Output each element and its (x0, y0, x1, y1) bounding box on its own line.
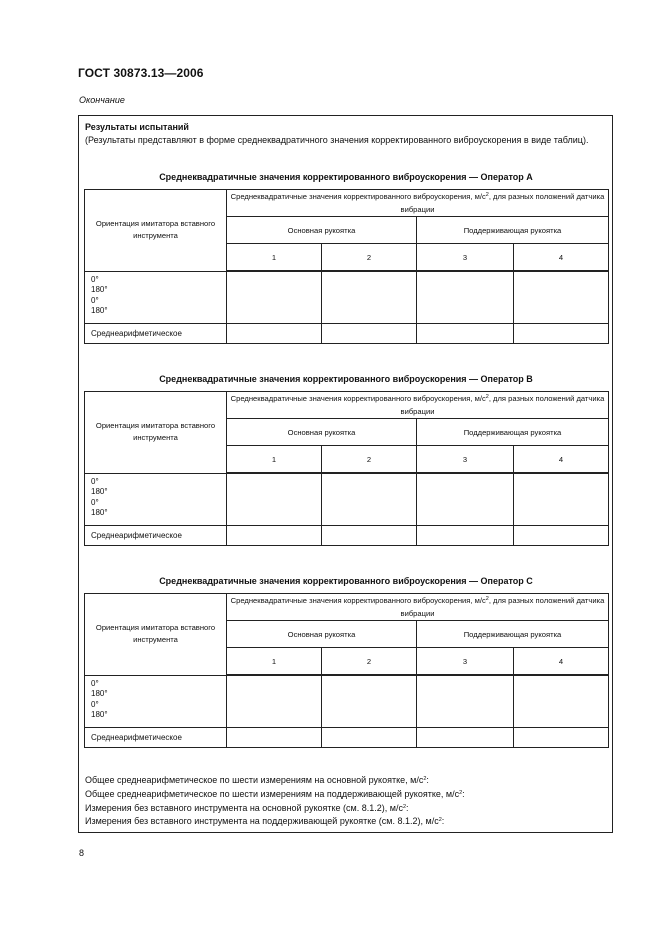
value-cell (227, 323, 322, 343)
position-2-header: 2 (322, 446, 417, 474)
value-cell (514, 473, 609, 525)
value-cell (514, 525, 609, 545)
value-cell (227, 675, 322, 727)
summary-tail: : (406, 802, 409, 813)
table-caption-b: Среднеквадратичные значения корректированного виброускорения — Оператор B (159, 374, 533, 384)
summary-tail: : (426, 775, 429, 785)
summary-line-main-average (85, 774, 465, 788)
measurement-header-tail: , для разных положений датчика вибрации (400, 596, 605, 618)
value-cell (417, 271, 514, 323)
angle-180: 180° (91, 487, 108, 496)
measurement-header-tail: , для разных положений датчика вибрации (400, 192, 605, 214)
position-4-header: 4 (514, 244, 609, 272)
value-cell (322, 271, 417, 323)
value-cell (417, 727, 514, 747)
angle-0: 0° (91, 295, 99, 305)
value-cell (322, 525, 417, 545)
value-cell (322, 473, 417, 525)
measurement-header (227, 392, 609, 419)
main-handle-header: Основная рукоятка (227, 217, 417, 244)
value-cell (322, 727, 417, 747)
summary-text: Общее среднеарифметическое по шести измерениям на основной рукоятке, м/с (85, 775, 424, 785)
measurement-header-text: Среднеквадратичные значения корректированного виброускорения, м/с (230, 394, 486, 403)
unit-exponent: 2 (485, 192, 489, 198)
summary-text: Измерения без вставного инструмента на основной рукоятке (см. 8.1.2), м/с (85, 802, 403, 813)
table-row (85, 473, 609, 525)
value-cell (227, 271, 322, 323)
summary-lines (85, 774, 465, 829)
position-4-header: 4 (514, 648, 609, 676)
value-cell (514, 675, 609, 727)
angle-list (85, 271, 227, 323)
support-handle-header: Поддерживающая рукоятка (417, 217, 609, 244)
value-cell (322, 323, 417, 343)
angle-180: 180° (91, 689, 108, 698)
results-table-b (84, 391, 609, 546)
orientation-header: Ориентация имитатора вставного инструмента (85, 392, 227, 474)
results-table-c (84, 593, 609, 748)
value-cell (227, 727, 322, 747)
support-handle-header: Поддерживающая рукоятка (417, 621, 609, 648)
unit-exponent: 2 (485, 596, 489, 602)
angle-list (85, 675, 227, 727)
angle-180: 180° (91, 710, 108, 719)
unit-exponent: 2 (423, 776, 427, 782)
position-4-header: 4 (514, 446, 609, 474)
summary-tail: : (462, 788, 465, 799)
angle-180: 180° (91, 306, 108, 315)
orientation-header: Ориентация имитатора вставного инструмента (85, 594, 227, 676)
main-handle-header: Основная рукоятка (227, 621, 417, 648)
results-note: (Результаты представляют в форме среднеквадратичного значения корректированного виброускорения в виде таблиц). (85, 135, 589, 145)
position-1-header: 1 (227, 446, 322, 474)
unit-exponent: 2 (402, 803, 407, 810)
summary-line-support-average (85, 788, 465, 802)
table-row (85, 323, 609, 343)
ending-label: Окончание (79, 95, 125, 105)
angle-0: 0° (91, 699, 99, 709)
summary-text: Общее среднеарифметическое по шести измерениям на поддерживающей рукоятке, м/с (85, 788, 460, 799)
value-cell (322, 675, 417, 727)
table-row (85, 675, 609, 727)
angle-0: 0° (91, 476, 99, 486)
average-label: Среднеарифметическое (85, 525, 227, 545)
summary-tail: : (441, 816, 445, 827)
table-row (85, 525, 609, 545)
value-cell (417, 675, 514, 727)
table-caption-a: Среднеквадратичные значения корректированного виброускорения — Оператор A (159, 172, 533, 182)
position-3-header: 3 (417, 648, 514, 676)
value-cell (417, 323, 514, 343)
summary-line-main-no-tool (85, 802, 465, 816)
measurement-header (227, 594, 609, 621)
position-3-header: 3 (417, 244, 514, 272)
angle-0: 0° (91, 678, 99, 688)
position-3-header: 3 (417, 446, 514, 474)
value-cell (514, 727, 609, 747)
results-heading: Результаты испытаний (85, 122, 189, 132)
table-caption-c: Среднеквадратичные значения корректированного виброускорения — Оператор C (159, 576, 533, 586)
table-row (85, 271, 609, 323)
summary-line-support-no-tool (85, 815, 465, 829)
measurement-header (227, 190, 609, 217)
measurement-header-text: Среднеквадратичные значения корректированного виброускорения, м/с (230, 192, 486, 201)
value-cell (227, 473, 322, 525)
unit-exponent: 2 (438, 817, 442, 824)
position-2-header: 2 (322, 648, 417, 676)
table-row (85, 727, 609, 747)
angle-0: 0° (91, 497, 99, 507)
value-cell (227, 525, 322, 545)
angle-0: 0° (91, 274, 99, 284)
main-handle-header: Основная рукоятка (227, 419, 417, 446)
angle-180: 180° (91, 285, 108, 294)
position-1-header: 1 (227, 648, 322, 676)
value-cell (514, 271, 609, 323)
summary-text: Измерения без вставного инструмента на поддерживающей рукоятке (см. 8.1.2), м/с (85, 816, 439, 827)
average-label: Среднеарифметическое (85, 727, 227, 747)
position-2-header: 2 (322, 244, 417, 272)
document-title: ГОСТ 30873.13—2006 (78, 66, 204, 80)
orientation-header: Ориентация имитатора вставного инструмента (85, 190, 227, 272)
unit-exponent: 2 (459, 789, 463, 796)
measurement-header-text: Среднеквадратичные значения корректированного виброускорения, м/с (230, 596, 486, 605)
page-number: 8 (79, 848, 85, 858)
angle-180: 180° (91, 508, 108, 517)
value-cell (417, 473, 514, 525)
unit-exponent: 2 (485, 394, 489, 400)
measurement-header-tail: , для разных положений датчика вибрации (400, 394, 605, 416)
value-cell (514, 323, 609, 343)
results-table-a (84, 189, 609, 344)
average-label: Среднеарифметическое (85, 323, 227, 343)
position-1-header: 1 (227, 244, 322, 272)
angle-list (85, 473, 227, 525)
support-handle-header: Поддерживающая рукоятка (417, 419, 609, 446)
value-cell (417, 525, 514, 545)
